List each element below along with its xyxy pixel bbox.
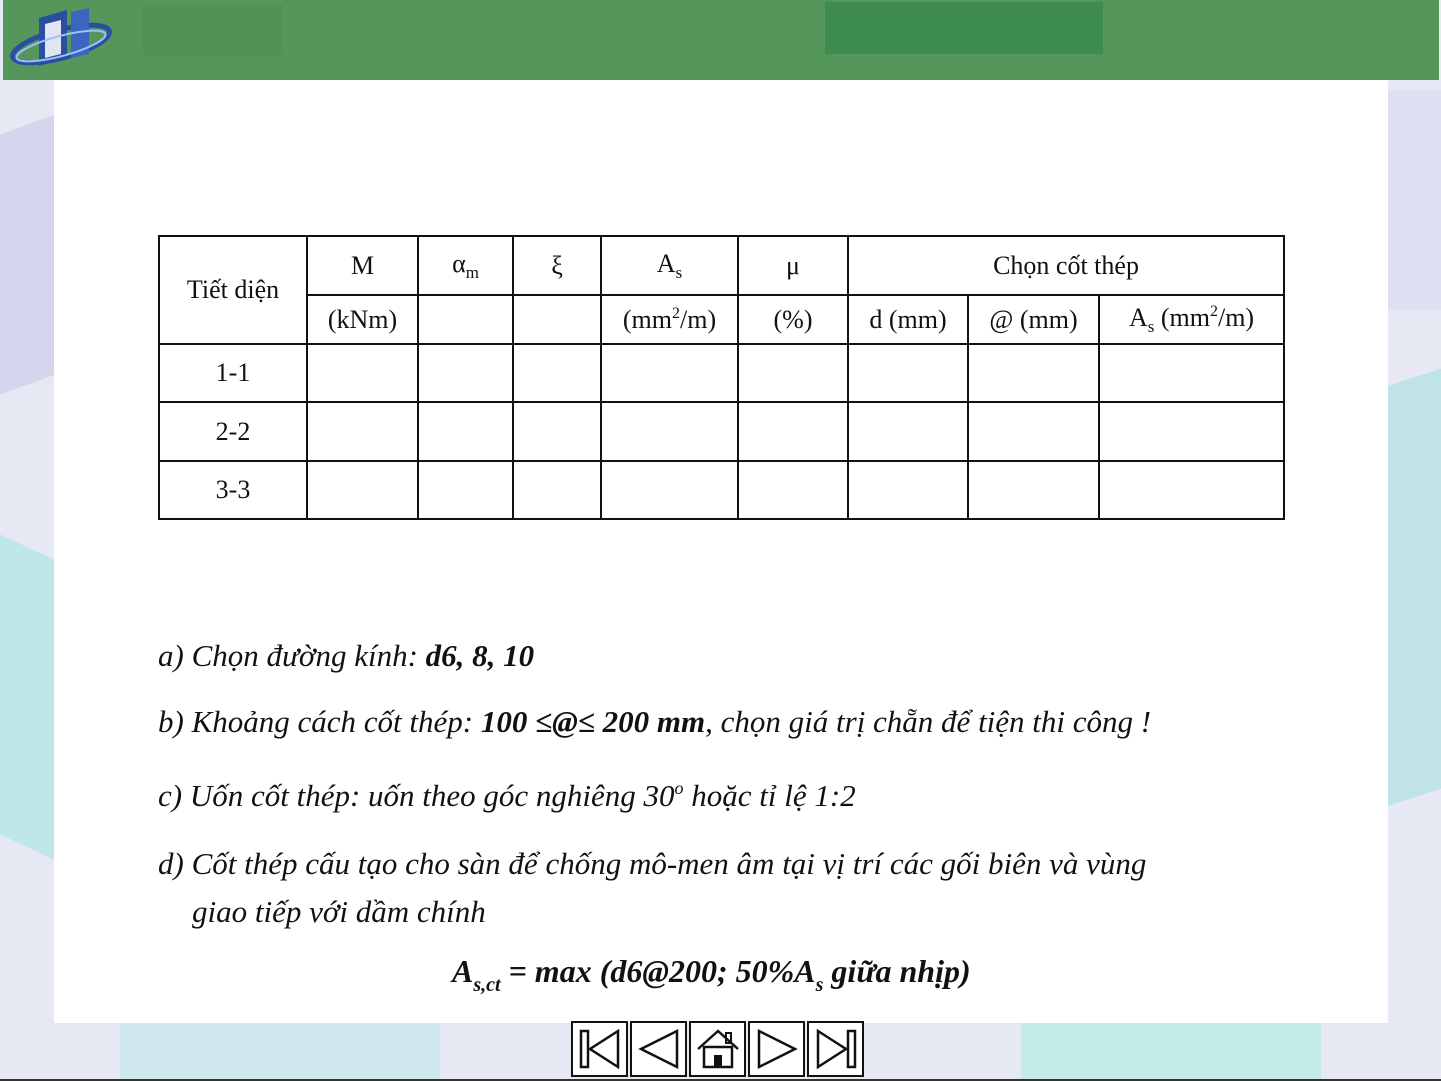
table-row [159, 461, 1284, 519]
row-label: 1-1 [159, 344, 307, 402]
formula: $A_{s,ct} = \max$ (d6@200; $50\%A_s$ giữa nhịp) [452, 953, 971, 996]
header-alpha: $\alpha_m$ [418, 236, 513, 295]
header-section: Tiết diện [159, 236, 307, 344]
header-As-unit: $(mm^2/m)$ [601, 295, 738, 344]
next-icon [755, 1027, 799, 1071]
note-b: b) Khoảng cách cốt thép: 100 ≤@≤ 200 mm, chọn giá trị chẵn để tiện thi công ! [158, 704, 1152, 739]
row-label: 2-2 [159, 402, 307, 461]
row-label: 3-3 [159, 461, 307, 519]
table-row [159, 402, 1284, 461]
header-M-unit: (kNm) [307, 295, 418, 344]
header-bar [3, 0, 1439, 80]
first-slide-button[interactable] [571, 1021, 628, 1077]
header-As-chosen: $A_s$ $(mm^2/m)$ [1099, 295, 1284, 344]
previous-slide-button[interactable] [630, 1021, 687, 1077]
header-choose-reinforcement: Chọn cốt thép [848, 236, 1284, 295]
home-icon [696, 1027, 740, 1071]
note-d-line2: giao tiếp với dầm chính [192, 894, 486, 929]
next-slide-button[interactable] [748, 1021, 805, 1077]
first-icon [578, 1027, 622, 1071]
header-mu-unit: (%) [738, 295, 848, 344]
header-alpha-unit [418, 295, 513, 344]
last-icon [814, 1027, 858, 1071]
header-diameter: d (mm) [848, 295, 968, 344]
note-d-line1: d) Cốt thép cấu tạo cho sàn để chống mô-men âm tại vị trí các gối biên và vùng [158, 846, 1147, 881]
header-M: M [307, 236, 418, 295]
last-slide-button[interactable] [807, 1021, 864, 1077]
header-spacing: @ (mm) [968, 295, 1099, 344]
home-button[interactable] [689, 1021, 746, 1077]
header-xi: ξ [513, 236, 601, 295]
header-xi-unit [513, 295, 601, 344]
header-mu: μ [738, 236, 848, 295]
note-c: c) Uốn cốt thép: uốn theo góc nghiêng 30$^o$ hoặc tỉ lệ 1:2 [158, 778, 856, 813]
table-row [159, 344, 1284, 402]
reinforcement-table [158, 235, 1285, 520]
note-a: a) Chọn đường kính: d6, 8, 10 [158, 638, 535, 673]
previous-icon [637, 1027, 681, 1071]
university-logo-icon [9, 6, 117, 72]
header-As: $A_s$ [601, 236, 738, 295]
navigation-bar [571, 1021, 869, 1079]
